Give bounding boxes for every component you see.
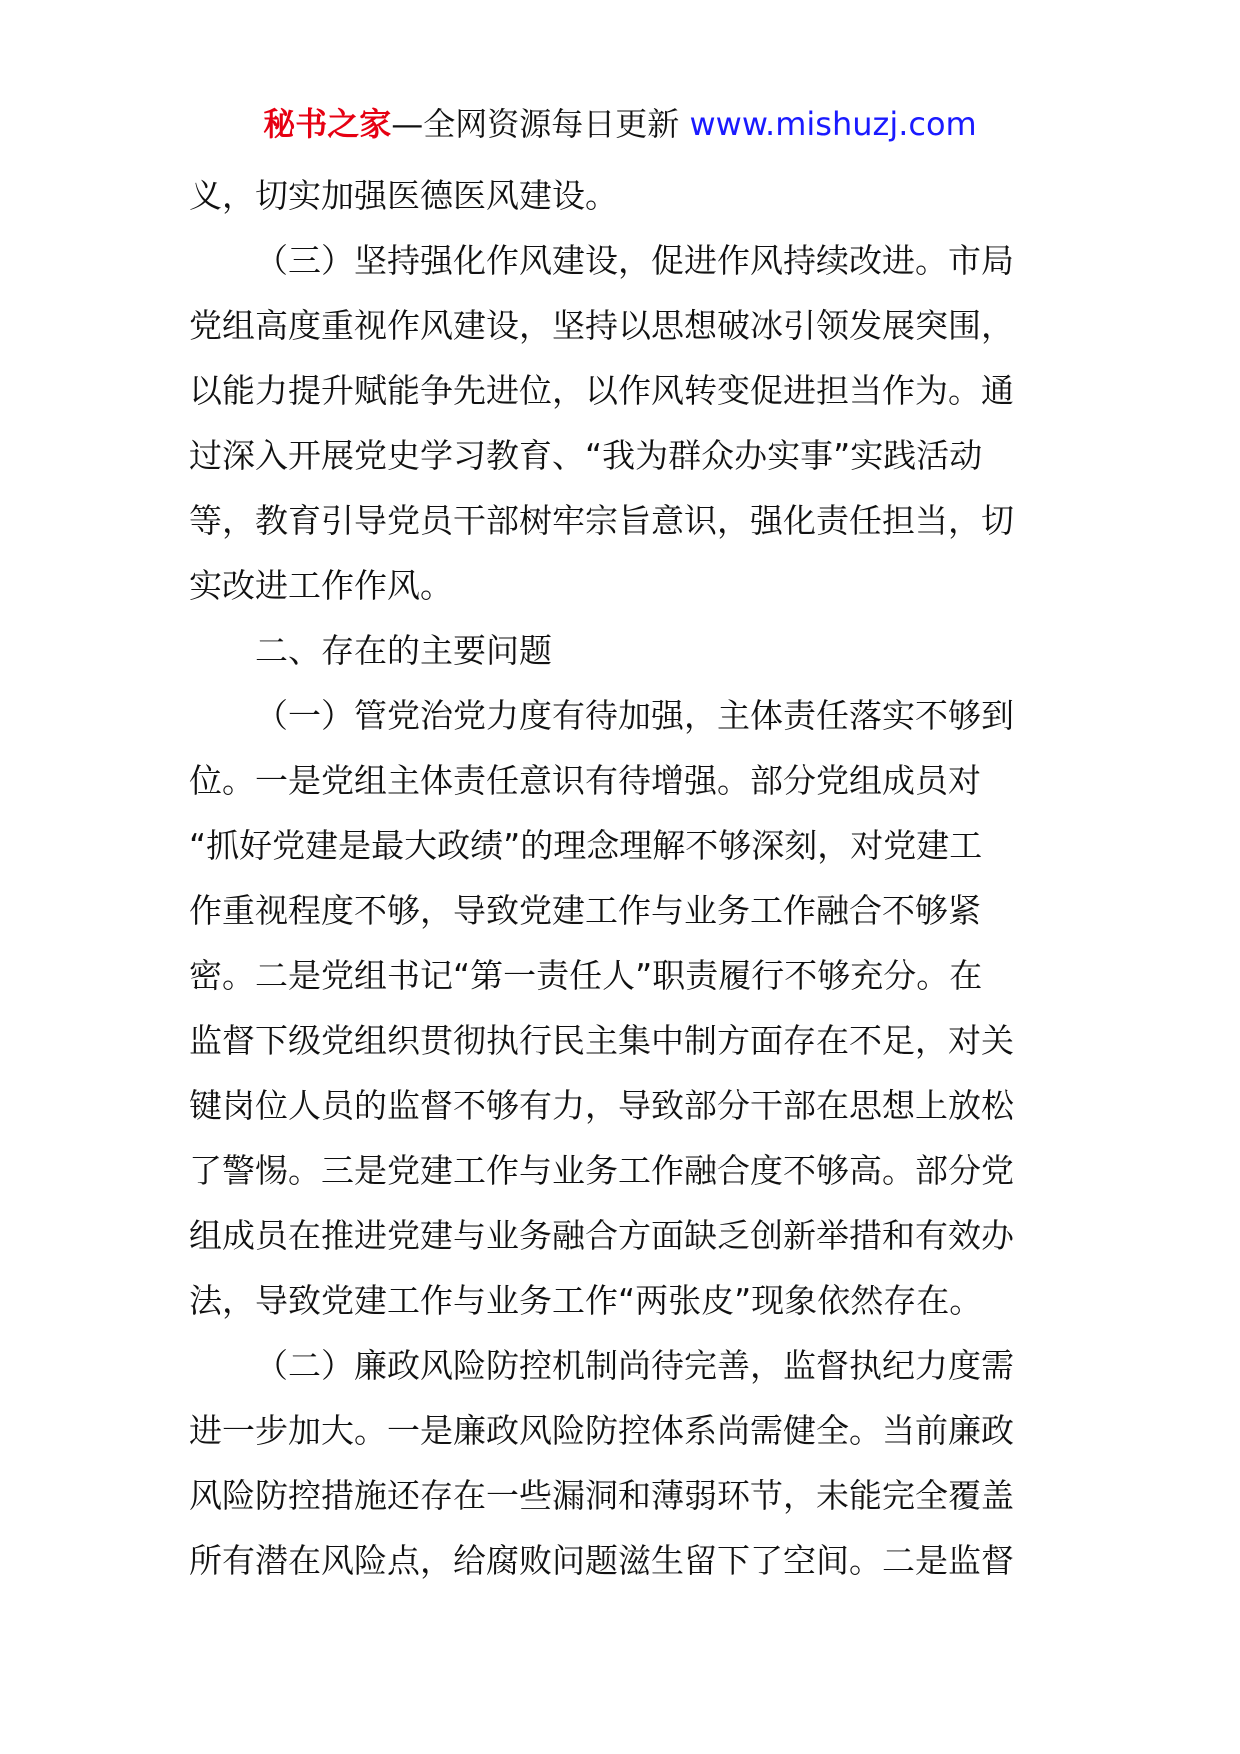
- site-url[interactable]: www.mishuzj.com: [689, 105, 977, 143]
- section-heading: 二、存在的主要问题: [255, 631, 552, 670]
- text-line: 等，教育引导党员干部树牢宗旨意识，强化责任担当，切: [189, 501, 1014, 540]
- text-line: 作重视程度不够，导致党建工作与业务工作融合不够紧: [189, 891, 981, 930]
- text-line: 所有潜在风险点，给腐败问题滋生留下了空间。二是监督: [189, 1541, 1014, 1580]
- text-line: 进一步加大。一是廉政风险防控体系尚需健全。当前廉政: [189, 1411, 1014, 1450]
- paragraph-start: （二）廉政风险防控机制尚待完善，监督执纪力度需: [255, 1346, 1014, 1385]
- text-line: 法，导致党建工作与业务工作“两张皮”现象依然存在。: [189, 1281, 983, 1320]
- text-line: 以能力提升赋能争先进位，以作风转变促进担当作为。通: [189, 371, 1014, 410]
- text-line: 义，切实加强医德医风建设。: [189, 176, 618, 215]
- text-line: 键岗位人员的监督不够有力，导致部分干部在思想上放松: [189, 1086, 1014, 1125]
- paragraph-start: （一）管党治党力度有待加强，主体责任落实不够到: [255, 696, 1014, 735]
- text-line: 党组高度重视作风建设，坚持以思想破冰引领发展突围，: [189, 306, 1014, 345]
- paragraph-start: （三）坚持强化作风建设，促进作风持续改进。市局: [255, 241, 1014, 280]
- text-line: 过深入开展党史学习教育、“我为群众办实事”实践活动: [189, 436, 983, 475]
- text-line: 实改进工作作风。: [189, 566, 453, 605]
- text-line: “抓好党建是最大政绩”的理念理解不够深刻，对党建工: [189, 826, 983, 865]
- site-slogan: —全网资源每日更新: [391, 105, 690, 143]
- text-line: 位。一是党组主体责任意识有待增强。部分党组成员对: [189, 761, 981, 800]
- text-line: 组成员在推进党建与业务融合方面缺乏创新举措和有效办: [189, 1216, 1014, 1255]
- site-header: [0, 102, 1240, 146]
- site-brand: 秘书之家: [263, 105, 392, 143]
- text-line: 监督下级党组织贯彻执行民主集中制方面存在不足，对关: [189, 1021, 1014, 1060]
- text-line: 密。二是党组书记“第一责任人”职责履行不够充分。在: [189, 956, 983, 995]
- document-body: [189, 163, 1055, 1593]
- text-line: 了警惕。三是党建工作与业务工作融合度不够高。部分党: [189, 1151, 1014, 1190]
- text-line: 风险防控措施还存在一些漏洞和薄弱环节，未能完全覆盖: [189, 1476, 1014, 1515]
